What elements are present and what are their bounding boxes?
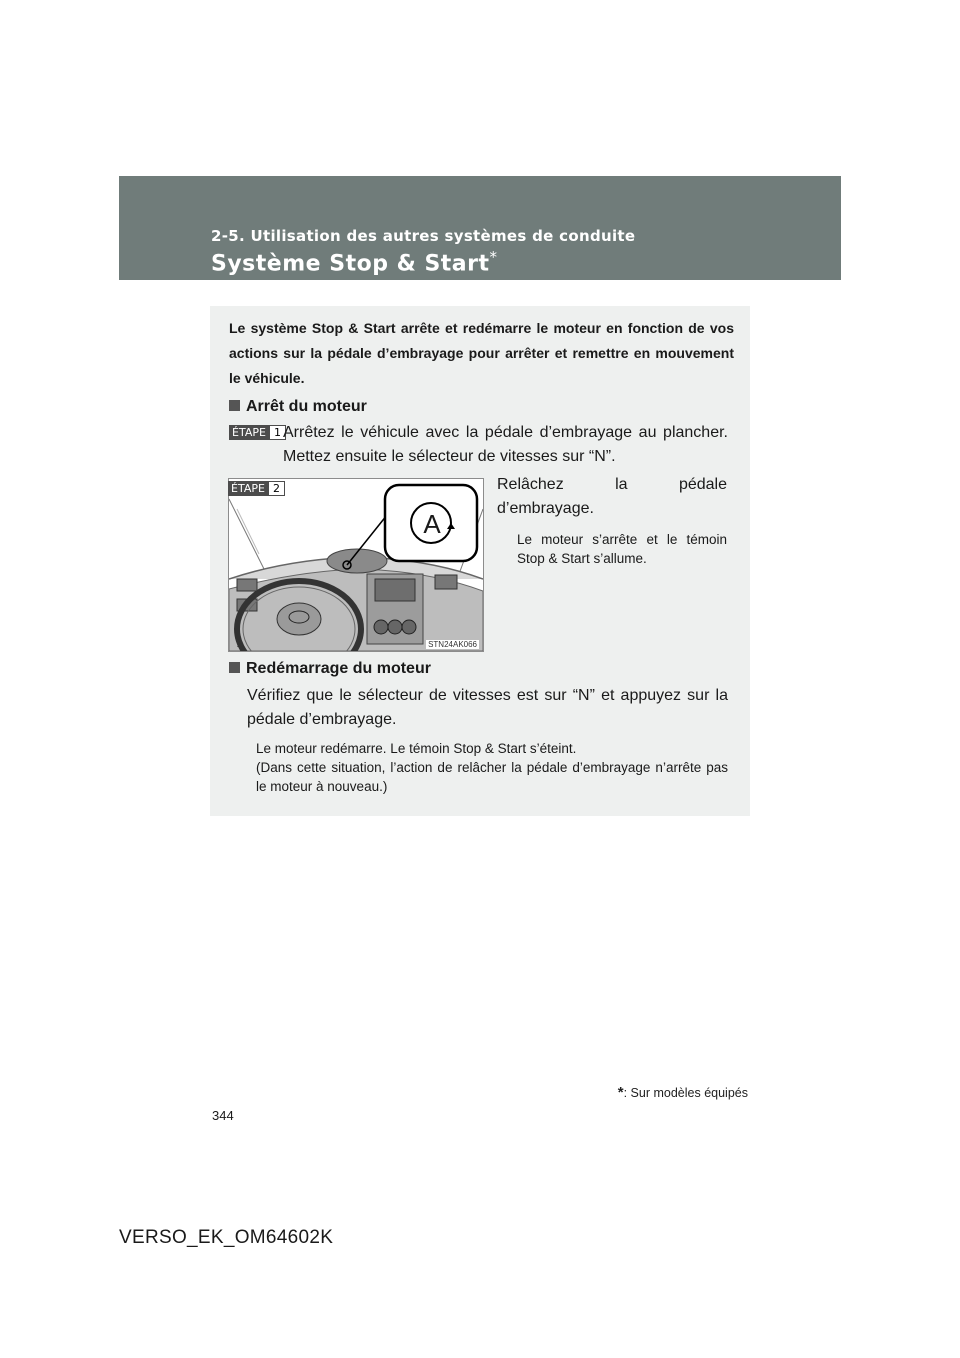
- step-1-badge: [229, 425, 286, 440]
- step-1-badge-word: ÉTAPE: [229, 425, 269, 440]
- footnote-asterisk: *: [617, 1084, 624, 1101]
- page-number: 344: [212, 1108, 234, 1123]
- restart-note-line-1: Le moteur redémarre. Le témoin Stop & Start s’éteint.: [256, 741, 577, 756]
- step-2-text: Relâchez la pédale d’embrayage.: [497, 476, 727, 517]
- restart-note-line-2: (Dans cette situation, l’action de relâcher la pédale d’embrayage n’arrête pas le moteur à nouveau.): [256, 760, 728, 794]
- document-code: VERSO_EK_OM64602K: [119, 1227, 334, 1248]
- illustration-code: STN24AK066: [428, 640, 477, 649]
- step-2-note: Le moteur s’arrête et le témoin Stop & Start s’allume.: [517, 532, 727, 566]
- section-header: [119, 176, 841, 280]
- step-2-badge-number: 2: [268, 481, 285, 496]
- dashboard-drawing: [229, 479, 483, 651]
- stop-engine-heading-label: Arrêt du moteur: [246, 398, 367, 415]
- step-2-badge: [228, 481, 285, 496]
- step-1-text: Arrêtez le véhicule avec la pédale d’embrayage au plancher. Mettez ensuite le sélecteur de vitesses sur “N”.: [283, 424, 728, 465]
- step-2-badge-word: ÉTAPE: [228, 481, 268, 496]
- stop-engine-heading: [229, 398, 367, 416]
- intro-text: Le système Stop & Start arrête et redémarre le moteur en fonction de vos actions sur la pédale d’embrayage pour arrêter et remettre en mouvement le véhicule.: [229, 320, 734, 386]
- step-1-badge-number: 1: [269, 425, 286, 440]
- illustration-corner-mark: A: [237, 639, 244, 649]
- square-bullet-icon: [229, 400, 240, 411]
- dashboard-illustration: [228, 478, 484, 652]
- page-title-text: Système Stop & Start: [211, 251, 490, 277]
- asterisk-mark: *: [489, 248, 498, 266]
- footnote-text: : Sur modèles équipés: [623, 1086, 748, 1100]
- restart-text: Vérifiez que le sélecteur de vitesses est sur “N” et appuyez sur la pédale d’embrayage.: [247, 687, 728, 728]
- restart-engine-heading-label: Redémarrage du moteur: [246, 660, 431, 677]
- callout-letter: A: [423, 509, 441, 539]
- page-title: [211, 248, 498, 276]
- footnote: [618, 1084, 748, 1101]
- square-bullet-icon: [229, 662, 240, 673]
- restart-engine-heading: [229, 660, 431, 678]
- section-label: 2-5. Utilisation des autres systèmes de conduite: [211, 227, 636, 245]
